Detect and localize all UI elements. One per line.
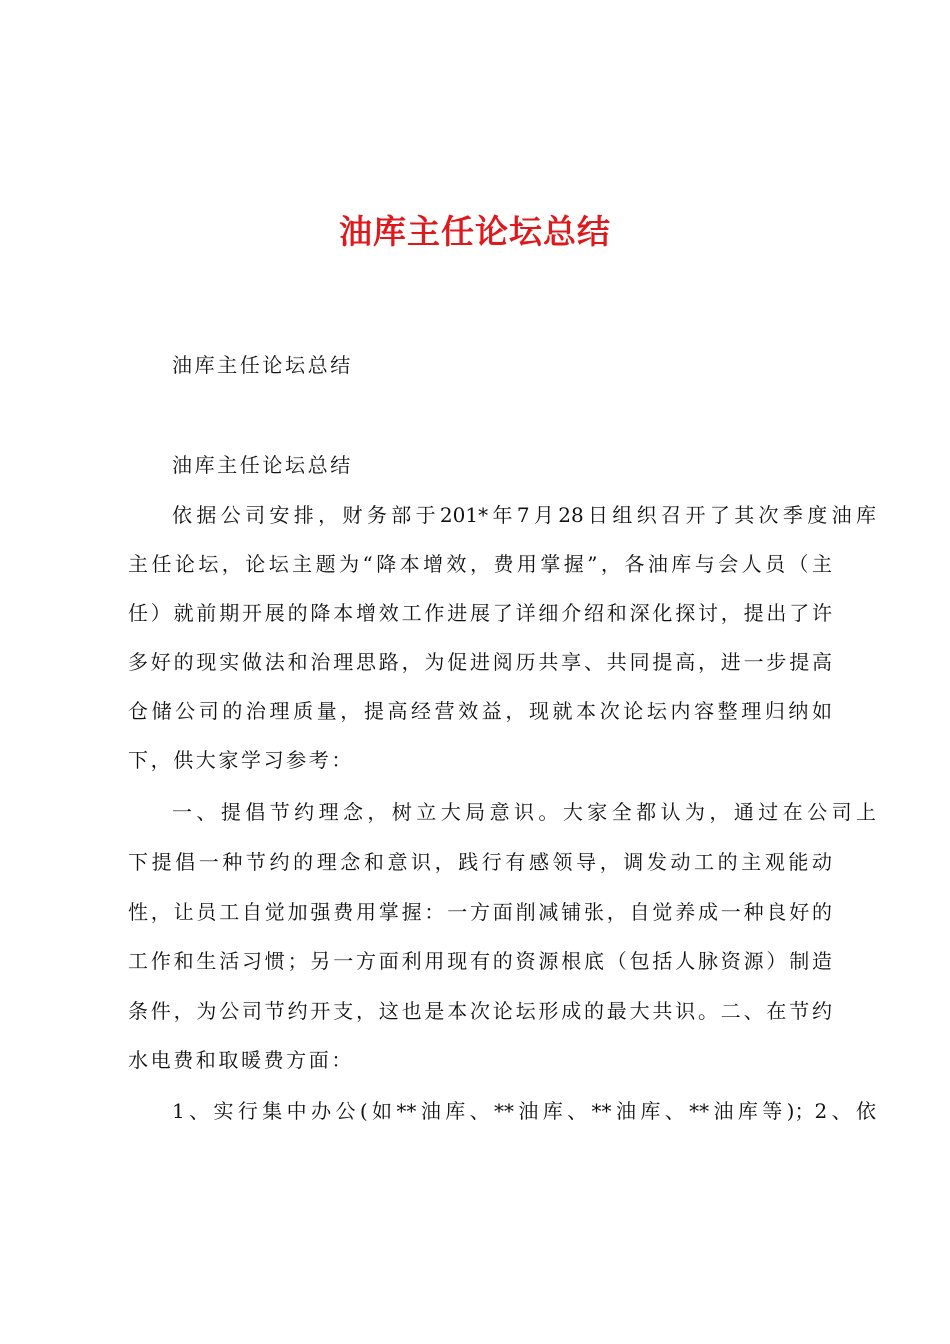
- paragraph-line: 主任论坛，论坛主题为“降本增效，费用掌握”，各油库与会人员（主: [128, 552, 832, 576]
- paragraph-line: 性，让员工自觉加强费用掌握：一方面削减铺张，自觉养成一种良好的: [128, 900, 832, 924]
- paragraph-line: 下，供大家学习参考：: [128, 748, 354, 772]
- paragraph-line: 依据公司安排，财务部于201*年7月28日组织召开了其次季度油库: [172, 503, 876, 527]
- paragraph-line: 仓储公司的治理质量，提高经营效益，现就本次论坛内容整理归纳如: [128, 699, 832, 723]
- paragraph-line: 任）就前期开展的降本增效工作进展了详细介绍和深化探讨，提出了许: [128, 601, 832, 625]
- paragraph-line: 下提倡一种节约的理念和意识，践行有感领导，调发动工的主观能动: [128, 850, 832, 874]
- paragraph-line: 水电费和取暖费方面：: [128, 1048, 354, 1072]
- paragraph-line: 工作和生活习惯；另一方面利用现有的资源根底（包括人脉资源）制造: [128, 949, 832, 973]
- paragraph-line: 一、提倡节约理念，树立大局意识。大家全都认为，通过在公司上: [172, 800, 876, 824]
- paragraph-line: 多好的现实做法和治理思路，为促进阅历共享、共同提高，进一步提高: [128, 650, 832, 674]
- document-title: 油库主任论坛总结: [339, 212, 611, 251]
- subtitle-line: 油库主任论坛总结: [172, 453, 353, 477]
- subtitle-line: 油库主任论坛总结: [172, 353, 353, 377]
- paragraph-line: 1、实行集中办公(如**油库、**油库、**油库、**油库等)；2、依: [172, 1099, 876, 1123]
- paragraph-line: 条件，为公司节约开支，这也是本次论坛形成的最大共识。二、在节约: [128, 999, 832, 1023]
